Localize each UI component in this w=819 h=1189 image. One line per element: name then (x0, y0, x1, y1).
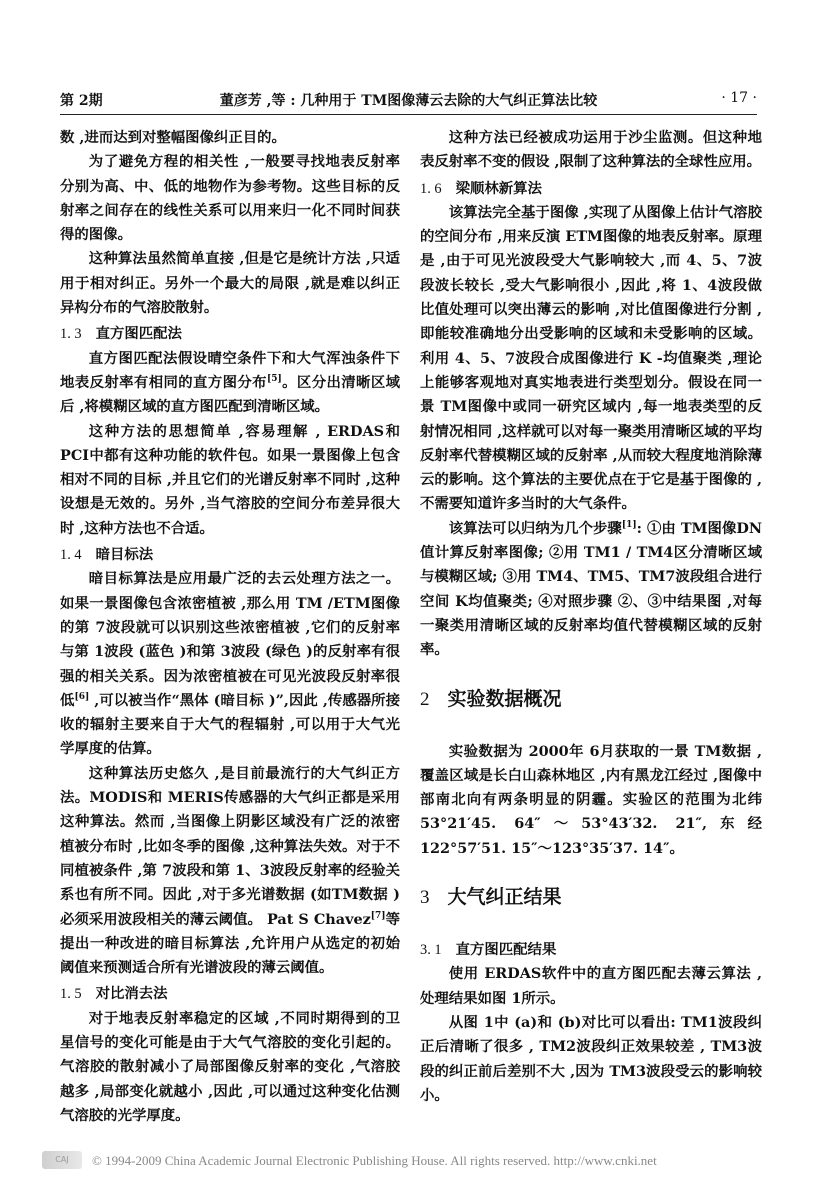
subsection-heading (60, 982, 400, 1006)
subsection-heading (60, 322, 400, 346)
paragraph: 对于地表反射率稳定的区域 ,不同时期得到的卫星信号的变化可能是由于大气气溶胶的变化引起的。气溶胶的散射减小了局部图像反射率的变化 ,气溶胶越多 ,局部变化就越小 ,因此 ,可以通过这种变化估测气溶胶的光学厚度。 (60, 1009, 400, 1124)
paragraph: 实验数据为 2000年 6月获取的一景 TM数据 ,覆盖区域是长白山森林地区 ,内有黑龙江经过 ,图像中部南北向有两条明显的阴霾。实验区的范围为北纬 53°21′45. 64″～53°43′32. 21″,东经 122°57′51. 15″～123°35′37. 14″。 (420, 742, 762, 857)
page-number: · 17 · (721, 90, 757, 106)
publisher-logo-icon: CAJ (42, 1151, 82, 1169)
paragraph: 这种方法已经被成功运用于沙尘监测。但这种地表反射率不变的假设 ,限制了这种算法的全球性应用。 (420, 129, 762, 171)
paragraph: 这种算法历史悠久 ,是目前最流行的大气纠正方法。MODIS和 MERIS传感器的大气纠正都是采用这种算法。然而 ,当图像上阴影区域没有广泛的浓密植被分布时 ,比如冬季的图像 ,这种算法失效。对于不同植被条件 ,第 7波段和第 1、3波段反射率的经验关系也有所不同。因此 ,对于多光谱数据 (如TM数据 )必须采用波段相关的薄云阈值。 Pat S Chavez[7]等提出一种改进的暗目标算法 ,允许用户从选定的初始阈值来预测适合所有光谱波段的薄云阈值。 (60, 764, 400, 977)
paragraph: 这种算法虽然简单直接 ,但是它是统计方法 ,只适用于相对纠正。另外一个最大的局限 ,就是难以纠正异构分布的气溶胶散射。 (60, 250, 400, 317)
paragraph: 为了避免方程的相关性 ,一般要寻找地表反射率分别为高、中、低的地物作为参考物。这些目标的反射率之间存在的线性关系可以用来归一化不同时间获得的图像。 (60, 153, 400, 244)
heading-text: 梁顺林新算法 (455, 180, 542, 197)
subsection-heading (420, 938, 762, 962)
paragraph: 从图 1中 (a)和 (b)对比可以看出: TM1波段纠正后清晰了很多 , TM2波段纠正效果较差 , TM3波段的纠正前后差别不大 ,因为 TM3波段受云的影响较小。 (420, 1013, 762, 1104)
paragraph: 这种方法的思想简单 ,容易理解 , ERDAS和 PCI中都有这种功能的软件包。如果一景图像上包含相对不同的目标 ,并且它们的光谱反射率不同时 ,这种设想是无效的。另外 ,当气溶胶的空间分布差异很大时 ,这种方法也不合适。 (60, 422, 400, 537)
page-header (60, 88, 757, 112)
heading-number: 3. 1 (420, 942, 442, 959)
heading-number: 1. 4 (60, 547, 82, 564)
heading-text: 暗目标法 (95, 547, 154, 564)
citation-ref: [5] (266, 374, 282, 385)
running-title: 董彦芳 ,等 : 几种用于 TM图像薄云去除的大气纠正算法比较 (219, 93, 598, 109)
heading-text: 大气纠正结果 (447, 886, 562, 909)
subsection-heading (420, 177, 762, 201)
section-heading (420, 883, 762, 912)
left-column (60, 126, 400, 1128)
heading-number: 1. 6 (420, 180, 442, 197)
heading-text: 直方图匹配结果 (455, 942, 557, 959)
header-rule (60, 114, 757, 115)
heading-number: 2 (420, 688, 430, 710)
heading-number: 1. 5 (60, 986, 82, 1003)
heading-text: 直方图匹配法 (95, 326, 182, 343)
copyright-notice: © 1994-2009 China Academic Journal Electronic Publishing House. All rights reserved. http://www.cnki.net (92, 1153, 657, 1168)
issue-number: 第 2期 (60, 93, 103, 109)
paragraph: 直方图匹配法假设晴空条件下和大气浑浊条件下地表反射率有相同的直方图分布[5]。区分出清晰区域后 ,将模糊区域的直方图匹配到清晰区域。 (60, 349, 400, 416)
section-heading (420, 685, 762, 714)
heading-number: 1. 3 (60, 326, 82, 343)
subsection-heading (60, 543, 400, 567)
citation-ref: [6] (74, 692, 90, 703)
citation-ref: [1] (621, 519, 637, 530)
paragraph: 使用 ERDAS软件中的直方图匹配去薄云算法 ,处理结果如图 1所示。 (420, 965, 762, 1007)
paragraph: 数 ,进而达到对整幅图像纠正目的。 (60, 129, 286, 146)
page-footer (42, 1150, 779, 1174)
citation-ref: [7] (370, 910, 386, 921)
paragraph: 该算法可以归纳为几个步骤[1]: ①由 TM图像DN值计算反射率图像; ②用 TM1 / TM4区分清晰区域与模糊区域; ③用 TM4、TM5、TM7波段组合进行空间 K均值聚类; ④对照步骤 ②、③中结果图 ,对每一聚类用清晰区域的反射率均值代替模糊区域的反射率。 (420, 519, 762, 659)
paragraph: 该算法完全基于图像 ,实现了从图像上估计气溶胶的空间分布 ,用来反演 ETM图像的地表反射率。原理是 ,由于可见光波段受大气影响较大 ,而 4、5、7波段波长较长 ,受大气影响很小 ,因此 ,将 1、4波段做比值处理可以突出薄云的影响 ,对比值图像进行分割 ,即能较准确地分出受影响的区域和未受影响的区域。利用 4、5、7波段合成图像进行 K -均值聚类 ,理论上能够客观地对真实地表进行类型划分。假设在同一景 TM图像中或同一研究区域内 ,每一地表类型的反射情况相同 ,这样就可以对每一聚类用清晰区域的平均反射率代替模糊区域的反射率 ,从而较大程度地消除薄云的影响。这个算法的主要优点在于它是基于图像的 ,不需要知道许多当时的大气条件。 (420, 203, 762, 513)
heading-number: 3 (420, 887, 430, 909)
heading-text: 对比消去法 (95, 986, 168, 1003)
paragraph: 暗目标算法是应用最广泛的去云处理方法之一。如果一景图像包含浓密植被 ,那么用 TM /ETM图像的第 7波段就可以识别这些浓密植被 ,它们的反射率与第 1波段 (蓝色 )和第 3波段 (绿色 )的反射率有很强的相关关系。因为浓密植被在可见光波段反射率很低[6] ,可以被当作“黑体 (暗目标 )”,因此 ,传感器所接收的辐射主要来自于大气的程辐射 ,可以用于大气光学厚度的估算。 (60, 570, 400, 758)
right-column (420, 126, 762, 1108)
heading-text: 实验数据概况 (447, 687, 562, 710)
